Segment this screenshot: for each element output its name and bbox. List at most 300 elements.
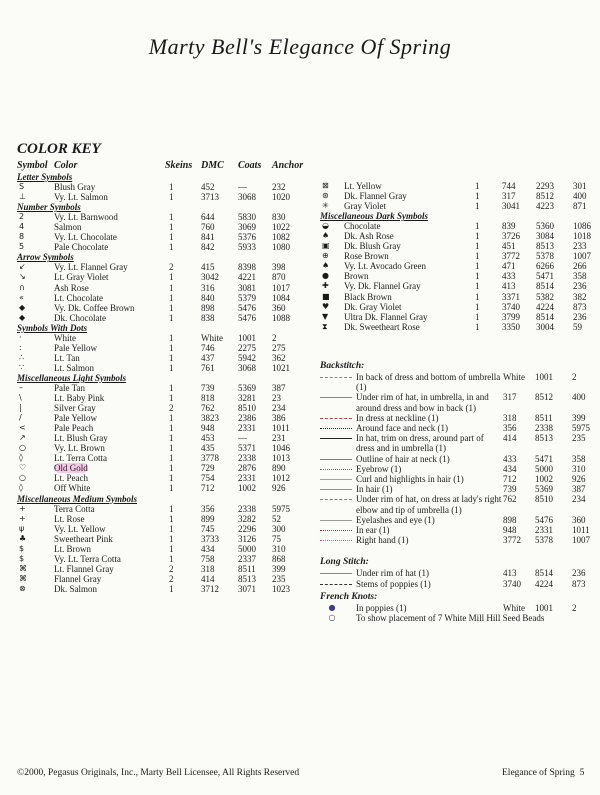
stitch-line-swatch [320, 397, 352, 398]
color-name: Gray Violet [344, 201, 387, 212]
col-anchor: Anchor [272, 160, 304, 171]
color-name: Vy. Lt. Brown [54, 443, 105, 454]
coats-value: 3068 [238, 192, 256, 203]
anchor-value: 360 [572, 514, 586, 525]
color-name: Lt. Gray Violet [54, 272, 109, 283]
coats-value: 5378 [535, 535, 553, 546]
anchor-value: 400 [572, 392, 586, 403]
skeins-value: 1 [169, 312, 174, 323]
coats-value: 2338 [535, 423, 553, 434]
color-row [320, 251, 600, 261]
color-row [17, 574, 317, 584]
color-row [320, 201, 600, 211]
anchor-value: 387 [272, 382, 286, 393]
coats-value: 5369 [238, 382, 256, 393]
dmc-value: 712 [201, 483, 215, 494]
skeins-value: 1 [169, 483, 174, 494]
color-name: Off White [54, 483, 91, 494]
dmc-value: 3823 [201, 413, 219, 424]
anchor-value: 236 [572, 568, 586, 579]
stitch-symbol: ↙ [19, 262, 26, 272]
dmc-value: 840 [201, 292, 215, 303]
color-name: Sweetheart Pink [54, 533, 113, 544]
dmc-value: 415 [201, 262, 215, 273]
dmc-value: 451 [502, 241, 516, 252]
anchor-value: 234 [572, 494, 586, 505]
stitch-symbol: : [19, 342, 22, 352]
dmc-value: 434 [503, 463, 517, 474]
coats-value: 5476 [535, 514, 553, 525]
color-name: Lt. Rose [54, 513, 85, 524]
dmc-value: 317 [502, 191, 516, 202]
skeins-value: 1 [169, 433, 174, 444]
coats-value: 5378 [536, 251, 554, 262]
stitch-description: Outline of hair at neck (1) [356, 453, 450, 464]
color-row [320, 292, 600, 302]
stitch-row [320, 372, 598, 392]
stitch-line-swatch [320, 377, 352, 378]
stitch-row: ○ To show placement of 7 White Mill Hill Seed Beads [320, 613, 598, 623]
anchor-value: 234 [272, 403, 286, 414]
color-row [17, 504, 317, 514]
dmc-value: 3713 [201, 192, 219, 203]
copyright: ©2000, Pegasus Originals, Inc., Marty Bell Licensee, All Rights Reserved [17, 768, 300, 778]
stitch-symbol: – [19, 382, 23, 392]
stitch-symbol: ○ [19, 473, 26, 483]
dmc-value: 3778 [201, 453, 219, 464]
coats-value: 8511 [535, 412, 553, 423]
color-row [17, 192, 317, 202]
dmc-value: 3733 [201, 533, 219, 544]
dmc-value: 414 [201, 573, 215, 584]
section-heading [320, 211, 600, 221]
color-row [17, 544, 317, 554]
skeins-value: 1 [475, 241, 480, 252]
stitch-symbol: ✚ [322, 281, 329, 291]
dmc-value: 3799 [502, 311, 520, 322]
stitch-line-swatch [320, 520, 352, 521]
stitch-description: In back of dress and bottom of umbrella (1) [356, 372, 501, 393]
stitch-row [320, 535, 598, 545]
coats-value: 5476 [238, 302, 256, 313]
color-row [17, 423, 317, 433]
color-row [320, 271, 600, 281]
color-row [17, 262, 317, 272]
anchor-value: 310 [572, 463, 586, 474]
color-name: Vy. Dk. Coffee Brown [54, 302, 135, 313]
col-skeins: Skeins [165, 160, 193, 171]
skeins-value: 1 [169, 342, 174, 353]
stitch-symbol: ⊛ [322, 191, 329, 201]
color-name: Old Gold [54, 463, 88, 474]
color-row [320, 261, 600, 271]
section-heading [17, 373, 317, 383]
anchor-value: 233 [573, 241, 587, 252]
color-row [320, 312, 600, 322]
color-name: Lt. Tan [54, 352, 80, 363]
stitch-symbol: 2 [19, 212, 25, 222]
section-heading [17, 172, 317, 182]
anchor-value: 1020 [272, 192, 290, 203]
section-heading-text: Miscellaneous Light Symbols [17, 372, 127, 383]
color-row [17, 564, 317, 574]
color-name: Lt. Brown [54, 543, 91, 554]
coats-value: 2331 [238, 423, 256, 434]
skeins-value: 1 [475, 221, 480, 232]
coats-value: — [238, 182, 247, 193]
color-name: Dk. Salmon [54, 583, 98, 594]
dmc-value: 3042 [201, 272, 219, 283]
skeins-value: 1 [169, 382, 174, 393]
page-label [502, 768, 584, 778]
stitch-description: In hat, trim on dress, around part of dress and in umbrella (1) [356, 433, 484, 454]
coats-value: 2296 [238, 523, 256, 534]
color-row [17, 433, 317, 443]
coats-value: 1002 [238, 483, 256, 494]
coats-value: 8398 [238, 262, 256, 273]
coats-value: 5360 [536, 221, 554, 232]
stitch-symbol: ⊗ [19, 583, 26, 593]
dmc-value: 842 [201, 242, 215, 253]
stitch-row [320, 484, 598, 494]
stitch-symbol: / [19, 413, 22, 423]
color-row [320, 221, 600, 231]
stitch-row [320, 494, 598, 514]
color-name: Vy. Lt. Chocolate [54, 232, 117, 243]
dmc-value: 644 [201, 212, 215, 223]
dmc-value: 3371 [502, 291, 520, 302]
col-color: Color [54, 160, 78, 171]
color-name: Dk. Blush Gray [344, 241, 401, 252]
anchor-value: 2 [572, 602, 577, 613]
color-row [17, 333, 317, 343]
anchor-value: 1022 [272, 222, 290, 233]
stitch-symbol: · [19, 332, 22, 342]
dmc-value: 3772 [503, 535, 521, 546]
section-heading-text: Number Symbols [17, 202, 81, 213]
skeins-value: 1 [475, 301, 480, 312]
color-row [17, 443, 317, 453]
coats-value: 8514 [536, 311, 554, 322]
coats-value: 5382 [536, 291, 554, 302]
anchor-value: 235 [572, 433, 586, 444]
stitch-symbol: ◒ [322, 221, 329, 231]
dmc-value: 317 [503, 392, 517, 403]
color-name: Lt. Chocolate [54, 292, 103, 303]
color-row [17, 212, 317, 222]
anchor-value: 236 [573, 281, 587, 292]
dmc-value: 744 [502, 181, 516, 191]
stitch-row [320, 525, 598, 535]
coats-value: 5830 [238, 212, 256, 223]
anchor-value: 1021 [272, 362, 290, 373]
dmc-value: 3772 [502, 251, 520, 262]
dmc-value: 3350 [502, 321, 520, 332]
anchor-value: 358 [572, 453, 586, 464]
stitch-symbol: ✳ [322, 201, 329, 211]
skeins-value: 1 [169, 413, 174, 424]
dmc-value: 318 [503, 412, 517, 423]
skeins-value: 1 [169, 182, 174, 193]
skeins-value: 1 [475, 231, 480, 242]
color-name: Pale Yellow [54, 342, 98, 353]
coats-value: 8511 [238, 563, 256, 574]
stitch-symbol: ■ [322, 291, 330, 301]
stitch-line-swatch [320, 540, 352, 541]
color-name: Pale Yellow [54, 413, 98, 424]
section-heading [17, 494, 317, 504]
stitch-description: Eyebrow (1) [356, 463, 402, 474]
stitch-description: Under rim of hat, in umbrella, in and around dress and bow in back (1) [356, 392, 489, 413]
stitch-row [320, 433, 598, 453]
stitch-row [320, 454, 598, 464]
dmc-value: 414 [503, 433, 517, 444]
coats-value: 5371 [238, 443, 256, 454]
stitch-symbol: ♡ [19, 463, 27, 473]
skeins-value: 2 [169, 573, 174, 584]
dmc-value: 898 [201, 302, 215, 313]
stitch-line-swatch [320, 438, 352, 439]
color-row [320, 231, 600, 241]
anchor-value: 1084 [272, 292, 290, 303]
anchor-value: 310 [272, 543, 286, 554]
dmc-value: 762 [503, 494, 517, 505]
stitch-row [320, 392, 598, 412]
color-row [320, 281, 600, 291]
stitch-symbol: ⌘ [19, 573, 27, 583]
stitch-line-swatch [320, 469, 352, 470]
stitch-symbol: 8 [19, 232, 25, 242]
stitch-symbol: ♠ [322, 231, 330, 241]
anchor-value: 1080 [272, 242, 290, 253]
anchor-value: 75 [272, 533, 281, 544]
color-name: Vy. Lt. Barnwood [54, 212, 118, 223]
coats-value: 8514 [536, 281, 554, 292]
skeins-value: 1 [475, 281, 480, 292]
skeins-value: 1 [475, 201, 480, 212]
anchor-value: 1018 [573, 231, 591, 242]
stitch-symbol: \ [19, 393, 22, 403]
coats-value: 4224 [536, 301, 554, 312]
stitch-description: In poppies (1) [356, 602, 407, 613]
anchor-value: 1023 [272, 583, 290, 594]
section-heading-text: Miscellaneous Dark Symbols [320, 211, 429, 222]
stitch-symbol: « [19, 292, 24, 302]
stitch-symbol: ♣ [19, 533, 27, 543]
stitch-symbol: ○ [19, 443, 26, 453]
anchor-value: 1088 [272, 312, 290, 323]
color-row [17, 483, 317, 493]
stitch-description: Curl and highlights in hair (1) [356, 474, 464, 485]
dmc-value: 356 [503, 423, 517, 434]
skeins-value: 1 [169, 242, 174, 253]
anchor-value: 1013 [272, 453, 290, 464]
color-row [17, 182, 317, 192]
dmc-value: 841 [201, 232, 215, 243]
section-heading-text: Letter Symbols [17, 172, 73, 182]
dmc-value: 729 [201, 463, 215, 474]
stitch-symbol: ⊠ [322, 181, 329, 190]
color-name: Dk. Chocolate [54, 312, 106, 323]
stitch-description: In dress at neckline (1) [356, 412, 439, 423]
stitch-symbol: ◊ [19, 453, 23, 463]
anchor-value: 236 [573, 311, 587, 322]
skeins-value: 1 [169, 553, 174, 564]
anchor-value: 400 [573, 191, 587, 202]
dmc-value: 745 [201, 523, 215, 534]
skeins-value: 1 [169, 352, 174, 363]
dmc-value: 948 [201, 423, 215, 434]
dmc-value: 433 [502, 271, 516, 282]
skeins-value: 1 [475, 261, 480, 272]
color-name: Lt. Salmon [54, 362, 94, 373]
color-name: Pale Tan [54, 382, 85, 393]
color-name: Black Brown [344, 291, 392, 302]
anchor-value: 1012 [272, 473, 290, 484]
coats-value: 2331 [535, 525, 553, 536]
stitch-row [320, 568, 598, 578]
stitch-symbol: ♠ [322, 261, 330, 271]
stitch-line-swatch [320, 489, 352, 490]
skeins-value: 1 [475, 191, 480, 202]
page-number: 5 [579, 768, 585, 778]
anchor-value: 1011 [272, 423, 290, 434]
anchor-value: 2 [272, 332, 277, 343]
dmc-value: 839 [502, 221, 516, 232]
dmc-value: 435 [201, 443, 215, 454]
col-symbol: Symbol [17, 160, 48, 171]
anchor-value: 387 [572, 484, 586, 495]
color-name: Dk. Flannel Gray [344, 191, 407, 202]
anchor-value: 1007 [573, 251, 591, 262]
anchor-value: 386 [272, 413, 286, 424]
color-name: Salmon [54, 222, 82, 233]
color-row [17, 272, 317, 282]
dmc-value: 452 [201, 182, 215, 193]
color-name: Brown [344, 271, 369, 282]
color-name: Vy. Lt. Flannel Gray [54, 262, 128, 273]
anchor-value: 232 [272, 182, 286, 193]
anchor-value: 1082 [272, 232, 290, 243]
coats-value: 8514 [535, 568, 553, 579]
stitch-symbol: ∴ [19, 352, 25, 362]
stitch-description: Around face and neck (1) [356, 423, 448, 434]
dmc-value: 3041 [502, 201, 520, 212]
color-name: Dk. Sweetheart Rose [344, 321, 420, 332]
stitch-symbol: ◆ [19, 302, 26, 312]
page-title: Marty Bell's Elegance Of Spring [148, 34, 452, 59]
skeins-value: 1 [169, 453, 174, 464]
color-name: Lt. Yellow [344, 181, 382, 191]
coats-value: 8513 [536, 241, 554, 252]
dmc-value: 898 [503, 514, 517, 525]
stitch-symbol: ∵ [19, 362, 25, 372]
anchor-value: 399 [572, 412, 586, 423]
skeins-value: 1 [475, 311, 480, 322]
anchor-value: 870 [272, 272, 286, 283]
skeins-value: 1 [169, 443, 174, 454]
coats-value: 3004 [536, 321, 554, 332]
coats-value: 3281 [238, 393, 256, 404]
color-name: Flannel Gray [54, 573, 102, 584]
anchor-value: 1017 [272, 282, 290, 293]
stitch-row [320, 464, 598, 474]
dmc-value: White [503, 602, 525, 613]
col-dmc: DMC [201, 160, 224, 171]
anchor-value: 360 [272, 302, 286, 313]
anchor-value: 1086 [573, 221, 591, 232]
anchor-value: 873 [572, 578, 586, 589]
stitch-symbol: + [19, 513, 26, 523]
stitch-symbol: < [19, 423, 26, 433]
color-row [17, 524, 317, 534]
coats-value: 4221 [238, 272, 256, 283]
color-row [17, 463, 317, 473]
stitch-symbol: ▼ [322, 311, 329, 321]
color-row [17, 222, 317, 232]
stitch-symbol: S [19, 182, 25, 192]
stitch-symbol: ● [322, 271, 329, 281]
stitch-description: In hair (1) [356, 484, 393, 495]
color-name: Chocolate [344, 221, 381, 232]
color-row [17, 554, 317, 564]
anchor-value: 23 [272, 393, 281, 404]
stitch-row [320, 474, 598, 484]
coats-value: 3126 [238, 533, 256, 544]
stitch-description: Under rim of hat (1) [356, 568, 429, 579]
long-stitch-title: Long Stitch: [320, 557, 369, 568]
stitch-line-swatch [320, 573, 352, 574]
coats-value: 4224 [535, 578, 553, 589]
stitch-line-swatch [320, 499, 352, 500]
dmc-value: 3740 [502, 301, 520, 312]
stitch-symbol: ◊ [19, 483, 23, 493]
coats-value: 5376 [238, 232, 256, 243]
dmc-value: 838 [201, 312, 215, 323]
stitch-symbol: | [19, 403, 22, 413]
coats-value: 3081 [238, 282, 256, 293]
skeins-value: 1 [169, 192, 174, 203]
color-row [17, 363, 317, 373]
anchor-value: 868 [272, 553, 286, 564]
skeins-value: 1 [169, 302, 174, 313]
coats-value: 8512 [535, 392, 553, 403]
stitch-line-swatch [320, 584, 352, 585]
color-name: White [54, 332, 76, 343]
skeins-value: 1 [169, 393, 174, 404]
coats-value: 5471 [536, 271, 554, 282]
skeins-value: 1 [169, 232, 174, 243]
stitch-symbol: ↗ [19, 433, 26, 443]
stitch-row [320, 515, 598, 525]
coats-value: 8512 [536, 191, 554, 202]
color-row [17, 453, 317, 463]
color-name: Pale Peach [54, 423, 94, 434]
skeins-value: 1 [169, 332, 174, 343]
anchor-value: 871 [573, 201, 587, 212]
color-key-left-column [17, 172, 317, 594]
coats-value: 2338 [238, 503, 256, 514]
color-row [17, 343, 317, 353]
coats-value: 4223 [536, 201, 554, 212]
color-row [17, 353, 317, 363]
coats-value: 3084 [536, 231, 554, 242]
color-key-right-column [320, 181, 600, 332]
coats-value: 5933 [238, 242, 256, 253]
dmc-value: 761 [201, 362, 215, 373]
color-name: Dk. Gray Violet [344, 301, 402, 312]
stitch-line-swatch [320, 418, 352, 419]
